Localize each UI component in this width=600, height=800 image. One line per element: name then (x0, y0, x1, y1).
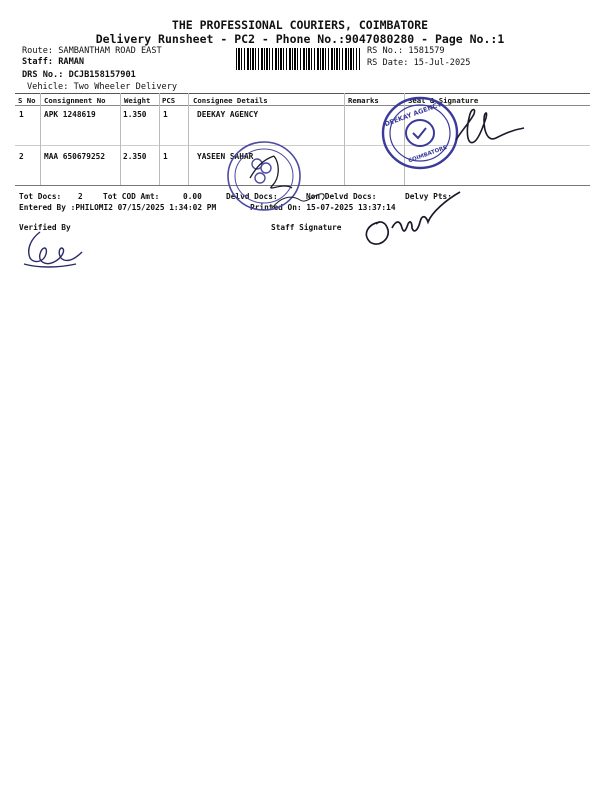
row2-consignment: MAA 650679252 (44, 152, 106, 161)
printed-signature-scribble (270, 190, 330, 215)
row1-sno: 1 (19, 110, 24, 119)
row1-consignment: APK 1248619 (44, 110, 96, 119)
col-header-weight: Weight (124, 96, 151, 105)
runsheet-subtitle: Delivery Runsheet - PC2 - Phone No.:9047080280 - Page No.:1 (95, 32, 505, 46)
rs-date: RS Date: 15-Jul-2025 (367, 58, 471, 68)
row1-weight: 1.350 (123, 110, 147, 119)
table-top-border (15, 93, 590, 94)
col-divider (344, 93, 345, 185)
row2-pcs: 1 (163, 152, 168, 161)
staff-signature-mark (360, 190, 470, 250)
cod-label: Tot COD Amt: (103, 192, 160, 201)
delvd-docs-label: Delvd Docs: (226, 192, 278, 201)
row1-signature (452, 100, 532, 155)
entered-by: Entered By :PHILOMI2 07/15/2025 1:34:02 PM (19, 203, 217, 212)
delvy-pts-label: Delvy Pts: (405, 192, 452, 201)
seal-top-text: DEEKAY AGENCY (383, 100, 443, 129)
non-delvd-docs-label: Non Delvd Docs: (306, 192, 377, 201)
tot-docs-label: Tot Docs: (19, 192, 62, 201)
col-divider (120, 93, 121, 185)
rs-number: RS No.: 1581579 (367, 46, 445, 56)
seal-bottom-text: COIMBATORE (407, 144, 449, 165)
row2-weight: 2.350 (123, 152, 147, 161)
row1-pcs: 1 (163, 110, 168, 119)
printed-on: Printed On: 15-07-2025 13:37:14 (250, 203, 396, 212)
route-text: Route: SAMBANTHAM ROAD EAST (22, 46, 162, 56)
tot-docs-value: 2 (78, 192, 83, 201)
col-header-remarks: Remarks (348, 96, 379, 105)
barcode-image (236, 48, 360, 70)
col-header-consignee: Consignee Details (193, 96, 268, 105)
staff-text: Staff: RAMAN (22, 57, 85, 67)
row2-sno: 2 (19, 152, 24, 161)
col-header-consignment: Consignment No (44, 96, 106, 105)
row1-consignee: DEEKAY AGENCY (197, 110, 259, 119)
cod-value: 0.00 (183, 192, 202, 201)
row2-consignee: YASEEN SAHAR (197, 152, 254, 161)
vehicle-text: Vehicle: Two Wheeler Delivery (27, 82, 178, 92)
col-divider (188, 93, 189, 185)
col-header-pcs: PCS (162, 96, 176, 105)
verified-by-label: Verified By (19, 223, 71, 232)
staff-signature-label: Staff Signature (271, 223, 342, 232)
col-divider (40, 93, 41, 185)
col-header-seal-signature: Seal & Signature (408, 96, 479, 105)
col-divider (159, 93, 160, 185)
company-title: THE PROFESSIONAL COURIERS, COIMBATORE (171, 18, 429, 32)
drs-number: DRS No.: DCJB158157901 (22, 70, 136, 80)
verified-by-signature (18, 228, 88, 273)
col-header-sno: S No (18, 96, 36, 105)
